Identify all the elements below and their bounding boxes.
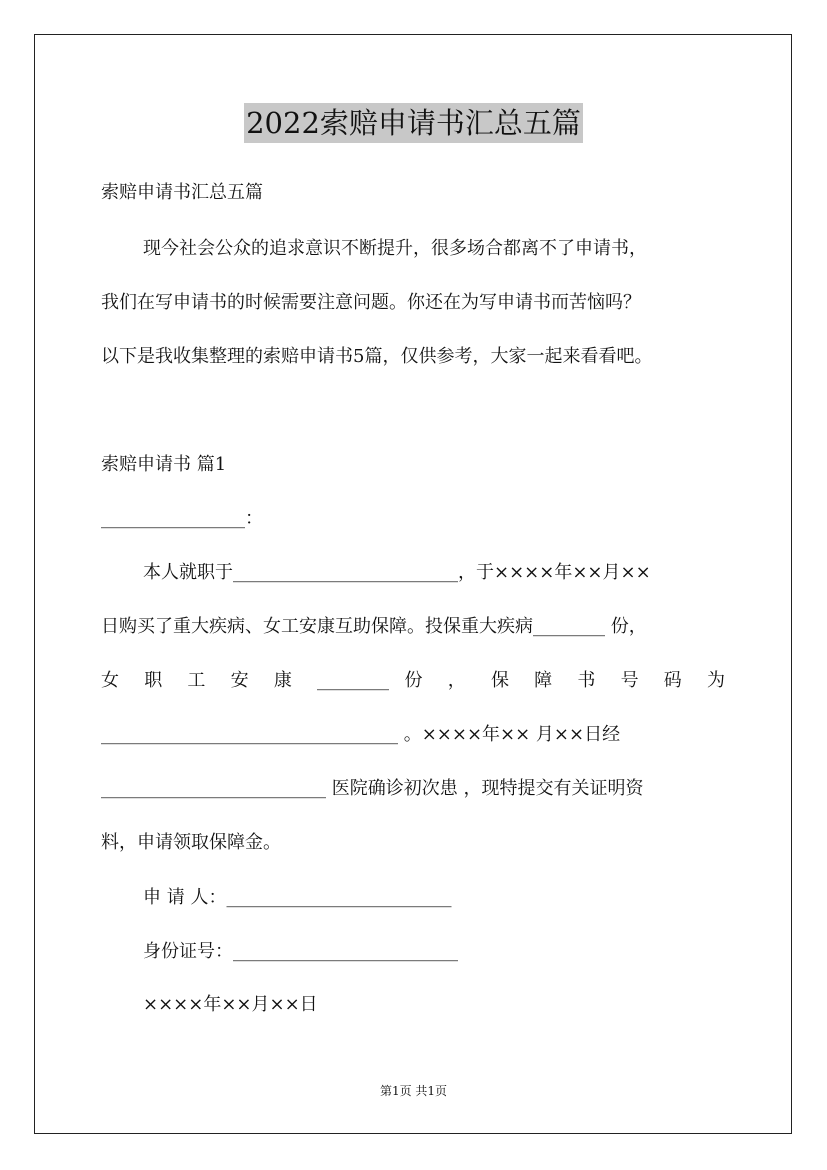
body-line-1: 本人就职于_________________________，于××××年××月×× [143, 562, 651, 583]
body-line-6: 料，申请领取保障金。 [101, 832, 281, 853]
section-heading: 索赔申请书 篇1 [101, 454, 227, 475]
document-title-text: 2022索赔申请书汇总五篇 [244, 103, 583, 143]
intro-heading: 索赔申请书汇总五篇 [101, 182, 263, 203]
body-line-4: _________________________________ 。××××年×× 月××日经 [101, 724, 621, 745]
document-title [0, 103, 827, 143]
applicant-line: 申 请 人：_________________________ [143, 887, 452, 908]
salutation-line: ________________： [101, 508, 263, 529]
id-number-line: 身份证号：_________________________ [143, 941, 458, 962]
intro-line-2: 我们在写申请书的时候需要注意问题。你还在为写申请书而苦恼吗？ [101, 292, 641, 313]
intro-line-3: 以下是我收集整理的索赔申请书5篇，仅供参考，大家一起来看看吧。 [101, 346, 653, 367]
body-line-5: _________________________ 医院确诊初次患 ，现特提交有关证明资 [101, 778, 644, 799]
intro-line-1: 现今社会公众的追求意识不断提升，很多场合都离不了申请书， [143, 238, 647, 259]
body-line-2: 日购买了重大疾病、女工安康互助保障。投保重大疾病________ 份， [101, 616, 647, 637]
date-line: ××××年××月××日 [143, 994, 318, 1015]
page-footer: 第1页 共1页 [379, 1084, 448, 1098]
body-line-3: 女 职 工 安 康 ________ 份 ， 保 障 书 号 码 为 [101, 670, 725, 691]
